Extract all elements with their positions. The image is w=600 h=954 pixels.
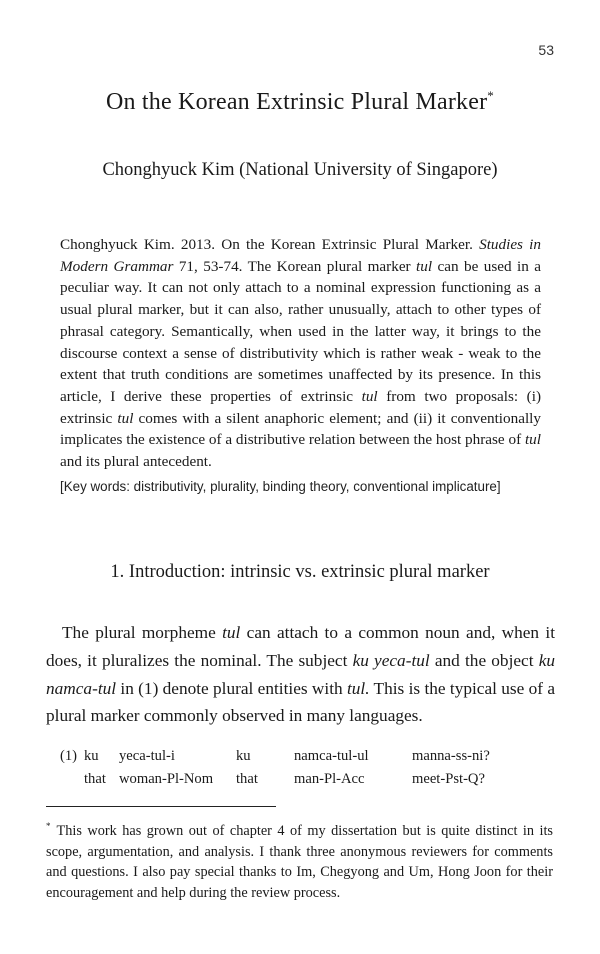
example-word: ku [236, 748, 251, 764]
abstract-citation-pre: Chonghyuck Kim. 2013. On the Korean Extrinsic Plural Marker. [60, 236, 480, 253]
footnote-text: This work has grown out of chapter 4 of my dissertation but is quite distinct in its scope, argumentation, and analysis. I thank three anonymous reviewers for comments and questions. I also pay special thanks to Im, Chegyong and Um, Hong Joon for their encouragement and help during the review process. [46, 823, 553, 901]
intro-term: ku namca-tul [46, 650, 555, 698]
abstract-text: and its plural antecedent. [60, 453, 212, 471]
journal-name: Studies in Modern Grammar [60, 236, 541, 275]
example-number: (1) [60, 748, 78, 764]
example-gloss: man-Pl-Acc [294, 771, 365, 787]
intro-term: tul. [346, 678, 370, 698]
abstract-text: comes with a silent anaphoric element; and (ii) it conventionally implicates the existence of a distributive relation between the host phrase of [60, 409, 541, 449]
paper-title [0, 88, 600, 116]
intro-text: This is the typical use of a plural marker commonly observed in many languages. [46, 678, 556, 726]
example-gloss-row [60, 771, 540, 794]
intro-text: can attach to a common noun and, when it does, it pluralizes the nominal. The subject [46, 623, 555, 670]
intro-text: in (1) denote plural entities with [116, 678, 347, 698]
intro-paragraph [46, 619, 555, 730]
example-gloss: woman-Pl-Nom [119, 771, 214, 787]
page-number: 53 [538, 42, 554, 58]
abstract [60, 234, 541, 473]
paper-title-text: On the Korean Extrinsic Plural Marker [106, 89, 488, 115]
abstract-term: tul [416, 257, 433, 275]
abstract-term: tul [361, 387, 378, 405]
footnote-mark: * [46, 821, 51, 831]
footnote-divider [46, 806, 276, 807]
abstract-text: can be used in a peculiar way. It can not only attach to a nominal expression functioning as a usual plural marker, but it can also, rather unusually, attach to other types of phrasal category. Semantically, when used in the latter way, it brings to the discourse context a sense of distributivity which is rather weak - weak to the extent that truth conditions are sometimes unaffected by its presence. In this article, I derive these properties of extrinsic [60, 257, 541, 405]
intro-term: ku yeca-tul [352, 650, 430, 670]
abstract-text: from two proposals: (i) extrinsic [60, 387, 542, 427]
footnote [46, 816, 553, 903]
author-line: Chonghyuck Kim (National University of Singapore) [102, 160, 498, 180]
example-gloss: meet-Pst-Q? [412, 771, 485, 787]
intro-text: and the object [429, 650, 539, 670]
title-footnote-mark: * [487, 88, 494, 103]
example-word: namca-tul-ul [294, 748, 369, 764]
intro-term: tul [222, 623, 241, 642]
abstract-term: tul [117, 409, 134, 427]
example-gloss: that [236, 771, 258, 787]
example-1 [60, 748, 540, 794]
example-gloss: that [84, 771, 106, 787]
intro-text: The plural morpheme [62, 623, 223, 642]
example-word: yeca-tul-i [119, 748, 175, 764]
example-word: ku [84, 748, 99, 764]
example-words-row [60, 748, 540, 771]
section-heading: 1. Introduction: intrinsic vs. extrinsic plural marker [110, 562, 490, 582]
abstract-term: tul [524, 431, 541, 449]
keywords: [Key words: distributivity, plurality, binding theory, conventional implicature] [60, 479, 501, 494]
abstract-citation-post: 71, 53-74. The Korean plural marker [173, 257, 417, 275]
example-word: manna-ss-ni? [412, 748, 490, 764]
